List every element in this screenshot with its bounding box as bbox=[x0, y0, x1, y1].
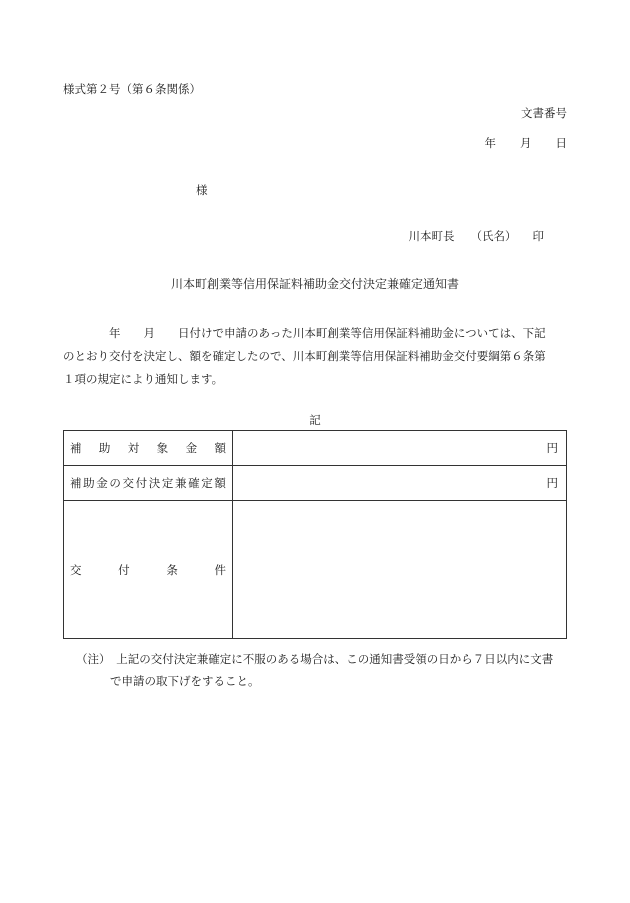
label-char: 件 bbox=[214, 562, 226, 577]
date-month-label: 月 bbox=[520, 136, 532, 150]
label-char: 額 bbox=[214, 441, 226, 455]
label-char: 象 bbox=[156, 441, 169, 455]
target-amount-value: 円 bbox=[233, 431, 567, 466]
body-line-2: のとおり交付を決定し、額を確定したので、川本町創業等信用保証料補助金交付要綱第６条第 bbox=[63, 349, 546, 363]
form-label: 様式第２号（第６条関係） bbox=[63, 82, 201, 96]
table-row-target-amount bbox=[64, 431, 567, 466]
table-row-decided-amount bbox=[64, 466, 567, 501]
label-char: 確 bbox=[188, 476, 200, 490]
note bbox=[76, 648, 576, 692]
label-char: の bbox=[109, 476, 121, 490]
label-char: 交 bbox=[70, 562, 82, 577]
seal-mark: 印 bbox=[532, 229, 544, 243]
target-amount-label bbox=[64, 431, 233, 466]
sender-name: 川本町長 bbox=[408, 229, 455, 243]
document-title: 川本町創業等信用保証料補助金交付決定兼確定通知書 bbox=[170, 277, 459, 291]
body-line-1: 年 月 日付けで申請のあった川本町創業等信用保証料補助金については、下記 bbox=[109, 326, 546, 340]
ki-heading: 記 bbox=[309, 413, 321, 427]
label-char: 兼 bbox=[175, 476, 187, 490]
decided-amount-value: 円 bbox=[233, 466, 567, 501]
label-char: 付 bbox=[135, 476, 148, 490]
label-char: 助 bbox=[98, 441, 111, 455]
conditions-label bbox=[64, 501, 233, 639]
label-char: 金 bbox=[96, 476, 108, 490]
document-number-label: 文書番号 bbox=[521, 106, 567, 120]
label-char: 付 bbox=[118, 562, 130, 577]
conditions-value bbox=[233, 501, 567, 639]
sender-line bbox=[409, 231, 545, 243]
label-char: 条 bbox=[166, 562, 178, 577]
note-line-2: で申請の取下げをすること。 bbox=[110, 674, 260, 688]
label-char: 対 bbox=[127, 441, 140, 455]
label-char: 助 bbox=[83, 476, 95, 490]
label-char: 定 bbox=[201, 476, 213, 490]
label-char: 定 bbox=[161, 476, 174, 490]
decided-amount-label bbox=[64, 466, 233, 501]
label-char: 交 bbox=[122, 476, 134, 490]
body-line-3: １項の規定により通知します。 bbox=[63, 372, 224, 386]
label-char: 補 bbox=[70, 441, 82, 455]
label-char: 決 bbox=[148, 476, 161, 490]
recipient-suffix: 様 bbox=[196, 183, 208, 197]
date-line bbox=[485, 138, 568, 150]
label-char: 金 bbox=[185, 441, 198, 455]
sender-name-placeholder: （氏名） bbox=[470, 229, 517, 243]
table-row-conditions bbox=[64, 501, 567, 639]
date-day-label: 日 bbox=[555, 136, 567, 150]
date-year-label: 年 bbox=[484, 136, 496, 150]
label-char: 額 bbox=[214, 476, 226, 490]
body-paragraph bbox=[63, 322, 570, 391]
note-line-1: （注） 上記の交付決定兼確定に不服のある場合は、この通知書受領の日から７日以内に文書 bbox=[76, 652, 554, 666]
label-char: 補 bbox=[70, 476, 82, 490]
grant-table bbox=[63, 430, 567, 639]
